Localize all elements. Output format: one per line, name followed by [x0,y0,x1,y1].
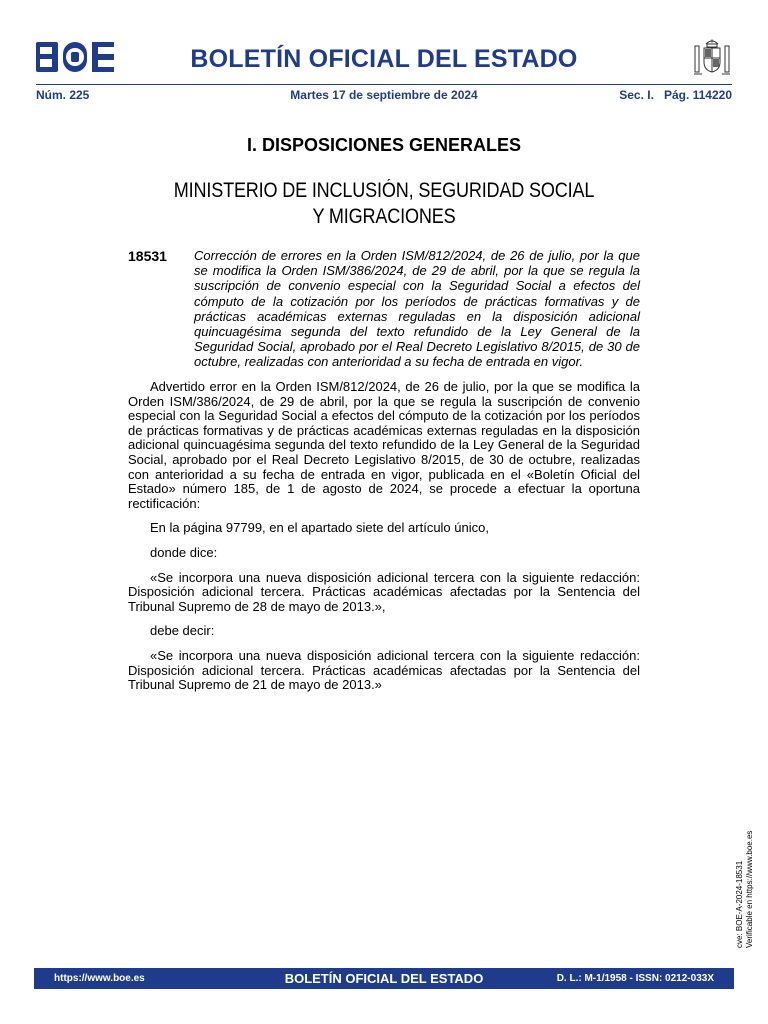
issue-date: Martes 17 de septiembre de 2024 [290,88,478,102]
ministry-heading [157,178,611,230]
disposition-title: Corrección de errores en la Orden ISM/812/2024, de 26 de julio, por la que se modifica la Orden ISM/386/2024, de 29 de abril, por la que se regula la suscripción de convenio especial con la Seguridad Social a efectos del cómputo de la cotización por los períodos de prácticas formativas y de prácticas académicas externas reguladas en la disposición adicional quincuagésima segunda del texto refundido de la Ley General de la Seguridad Social, aprobado por el Real Decreto Legislativo 8/2015, de 30 de octubre, realizadas con anterioridad a su fecha de entrada en vigor. [194,248,640,370]
footer-bar [34,968,734,989]
issue-number: Núm. 225 [36,88,90,102]
ministry-line-1: MINISTERIO DE INCLUSIÓN, SEGURIDAD SOCIAL [173,179,595,202]
ministry-line-2: Y MIGRACIONES [312,205,456,228]
body-paragraph: «Se incorpora una nueva disposición adicional tercera con la siguiente redacción: Disposición adicional tercera. Prácticas académicas afectadas por la Sentencia del Tribunal Supremo de 21 de mayo de 2013.» [128,647,640,693]
section-title: I. DISPOSICIONES GENERALES [246,135,522,155]
verification-note [735,788,755,948]
cve-code: cve: BOE-A-2024-18531 [735,860,744,948]
document-body [128,380,640,703]
masthead-title: BOLETÍN OFICIAL DEL ESTADO [190,45,578,73]
header-meta [36,88,732,104]
verify-link[interactable]: Verificable en https://www.boe.es [745,830,754,948]
coat-of-arms-icon [692,36,732,80]
section-page: Sec. I. Pág. 114220 [619,88,732,102]
footer-title: BOLETÍN OFICIAL DEL ESTADO [284,971,484,986]
body-paragraph: donde dice: [150,544,218,560]
footer-url-link[interactable]: https://www.boe.es [54,973,145,984]
body-paragraph: En la página 97799, en el apartado siete del artículo único, [150,520,489,536]
header-rule [36,84,732,85]
boe-logo [36,42,114,72]
footer-legal: D. L.: M-1/1958 - ISSN: 0212-033X [556,973,714,984]
body-paragraph: Advertido error en la Orden ISM/812/2024, de 26 de julio, por la que se modifica la Orden ISM/386/2024, de 29 de abril, por la que se regula la suscripción de convenio especial con la Seguridad Social a efectos del cómputo de la cotización por los períodos de prácticas formativas y de prácticas académicas externas reguladas en la disposición adicional quincuagésima segunda del texto refundido de la Ley General de la Seguridad Social, aprobado por el Real Decreto Legislativo 8/2015, de 30 de octubre, realizadas con anterioridad a su fecha de entrada en vigor, publicada en el «Boletín Oficial del Estado» número 185, de 1 de agosto de 2024, se procede a efectuar la oportuna rectificación: [128,379,640,511]
disposition-number: 18531 [128,248,167,264]
body-paragraph: debe decir: [150,623,215,639]
body-paragraph: «Se incorpora una nueva disposición adicional tercera con la siguiente redacción: Disposición adicional tercera. Prácticas académicas afectadas por la Sentencia del Tribunal Supremo de 28 de mayo de 2013.», [128,569,640,614]
